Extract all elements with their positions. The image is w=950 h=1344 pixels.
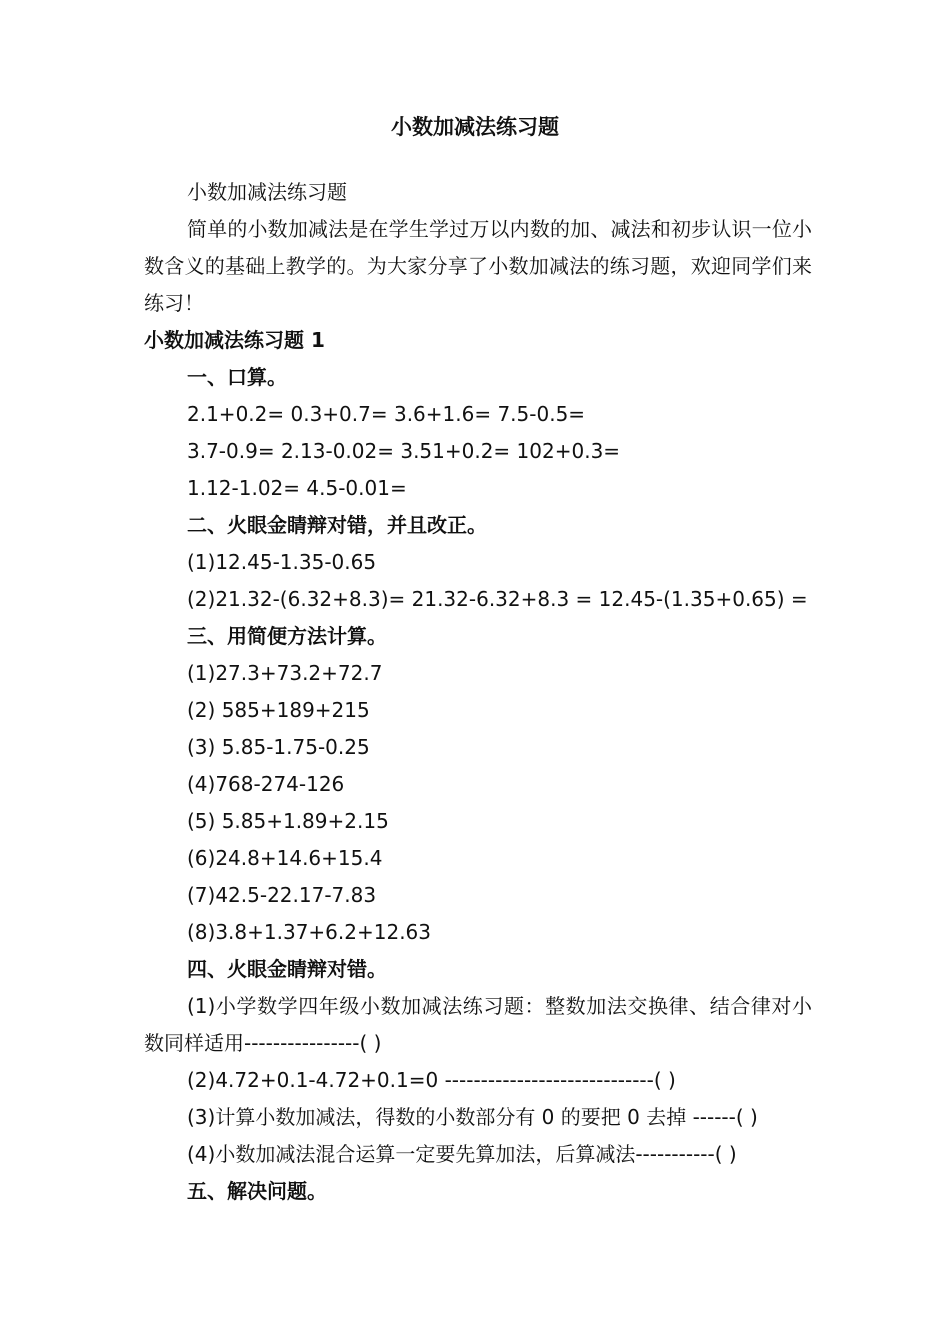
part4-item: (1)小学数学四年级小数加减法练习题：整数加法交换律、结合律对小数同样适用----------------( ) [144, 994, 812, 1055]
part3-line: (8)3.8+1.37+6.2+12.63 [187, 920, 432, 944]
part3-line: (4)768-274-126 [187, 772, 345, 796]
part2-line: (1)12.45-1.35-0.65 [187, 550, 377, 574]
part4-line: (4)小数加减法混合运算一定要先算加法，后算减法-----------( ) [187, 1142, 737, 1166]
part4-heading: 四、火眼金睛辩对错。 [187, 957, 387, 981]
intro-paragraph: 简单的小数加减法是在学生学过万以内数的加、减法和初步认识一位小数含义的基础上教学的。为大家分享了小数加减法的练习题，欢迎同学们来练习！ [144, 217, 812, 315]
section-title: 小数加减法练习题 1 [144, 328, 325, 352]
part4-line: (2)4.72+0.1-4.72+0.1=0 -----------------------------( ) [187, 1068, 676, 1092]
part2-line: (2)21.32-(6.32+8.3)= 21.32-6.32+8.3 = 12.45-(1.35+0.65) = [187, 587, 808, 611]
part1-line: 1.12-1.02= 4.5-0.01= [187, 476, 407, 500]
part1-line: 3.7-0.9= 2.13-0.02= 3.51+0.2= 102+0.3= [187, 439, 621, 463]
part1-line: 2.1+0.2= 0.3+0.7= 3.6+1.6= 7.5-0.5= [187, 402, 586, 426]
part3-line: (2) 585+189+215 [187, 698, 370, 722]
part5-heading: 五、解决问题。 [187, 1179, 327, 1203]
part3-line: (7)42.5-22.17-7.83 [187, 883, 377, 907]
document-title: 小数加减法练习题 [391, 115, 559, 139]
part4-line: (3)计算小数加减法，得数的小数部分有 0 的要把 0 去掉 ------( ) [187, 1105, 758, 1129]
subtitle: 小数加减法练习题 [187, 180, 347, 204]
document-body [144, 174, 812, 1210]
part1-heading: 一、口算。 [187, 365, 287, 389]
part3-line: (3) 5.85-1.75-0.25 [187, 735, 370, 759]
part3-line: (5) 5.85+1.89+2.15 [187, 809, 389, 833]
part3-line: (6)24.8+14.6+15.4 [187, 846, 383, 870]
part3-line: (1)27.3+73.2+72.7 [187, 661, 383, 685]
part3-heading: 三、用简便方法计算。 [187, 624, 387, 648]
part2-heading: 二、火眼金睛辩对错，并且改正。 [187, 513, 487, 537]
